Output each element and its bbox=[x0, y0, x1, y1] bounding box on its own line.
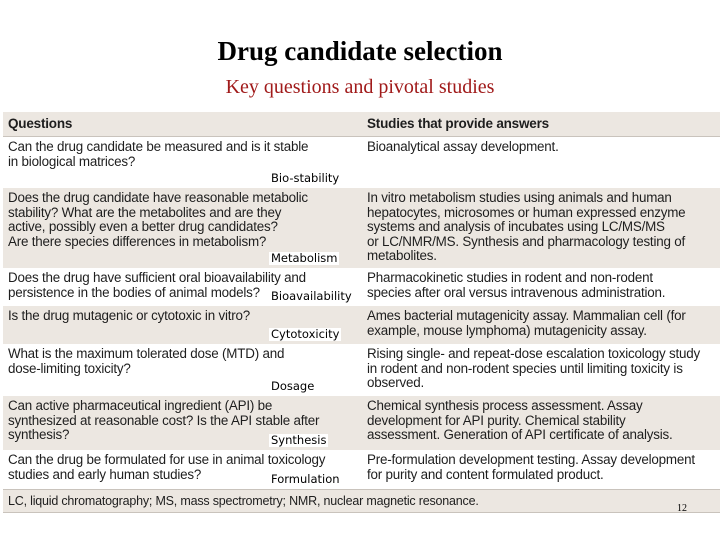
category-tag: Formulation bbox=[271, 472, 340, 486]
footnote-text: LC, liquid chromatography; MS, mass spectrometry; NMR, nuclear magnetic resonance. bbox=[8, 494, 479, 508]
studies-cell: Bioanalytical assay development. bbox=[367, 139, 559, 154]
category-tag: Metabolism bbox=[271, 251, 338, 265]
table-row bbox=[3, 396, 720, 450]
studies-cell: Pre-formulation development testing. Assay development for purity and content formulated product. bbox=[367, 452, 695, 482]
question-cell: Can the drug be formulated for use in animal toxicology studies and early human studies? bbox=[8, 452, 326, 482]
studies-cell: Rising single- and repeat-dose escalation toxicology study in rodent and non-rodent species until limiting toxicity is observed. bbox=[367, 346, 701, 391]
table-row bbox=[3, 306, 720, 344]
table-row bbox=[3, 450, 720, 489]
slide-title: Drug candidate selection bbox=[217, 36, 503, 66]
question-cell: Can active pharmaceutical ingredient (API) be synthesized at reasonable cost? Is the API stable after synthesis? bbox=[8, 398, 320, 443]
category-tag: Synthesis bbox=[271, 433, 327, 447]
category-tag: Dosage bbox=[271, 379, 315, 393]
column-header-studies: Studies that provide answers bbox=[367, 116, 549, 131]
questions-table bbox=[3, 112, 720, 513]
table-row bbox=[3, 268, 720, 306]
question-cell: What is the maximum tolerated dose (MTD) and dose-limiting toxicity? bbox=[8, 346, 285, 376]
question-cell: Can the drug candidate be measured and is it stable in biological matrices? bbox=[8, 139, 309, 169]
studies-cell: Pharmacokinetic studies in rodent and non-rodent species after oral versus intravenous administration. bbox=[367, 270, 666, 300]
question-cell: Is the drug mutagenic or cytotoxic in vitro? bbox=[8, 308, 251, 323]
table-row bbox=[3, 137, 720, 188]
column-header-questions: Questions bbox=[8, 116, 73, 131]
category-tag: Bioavailability bbox=[271, 289, 352, 303]
studies-cell: Chemical synthesis process assessment. Assay development for API purity. Chemical stability assessment. Generation of API certificate of analysis. bbox=[367, 398, 673, 443]
table-header bbox=[3, 112, 720, 137]
slide-subtitle: Key questions and pivotal studies bbox=[225, 76, 495, 98]
studies-cell: Ames bacterial mutagenicity assay. Mammalian cell (for example, mouse lymphoma) mutagenicity assay. bbox=[367, 308, 686, 338]
table-row bbox=[3, 344, 720, 396]
page-number: 12 bbox=[677, 503, 687, 514]
table-footnote bbox=[3, 489, 720, 513]
category-tag: Cytotoxicity bbox=[271, 327, 340, 341]
question-cell: Does the drug have sufficient oral bioavailability and persistence in the bodies of animal models? bbox=[8, 270, 306, 300]
question-cell: Does the drug candidate have reasonable metabolic stability? What are the metabolites and are they active, possibly even a better drug candidates? Are there species differences in metabolism? bbox=[8, 190, 308, 249]
studies-cell: In vitro metabolism studies using animals and human hepatocytes, microsomes or human expressed enzyme systems and analysis of incubates using LC/MS/MS or LC/NMR/MS. Synthesis and pharmacology testing of metabolites. bbox=[367, 190, 686, 264]
table-row bbox=[3, 188, 720, 268]
category-tag: Bio-stability bbox=[271, 171, 340, 185]
